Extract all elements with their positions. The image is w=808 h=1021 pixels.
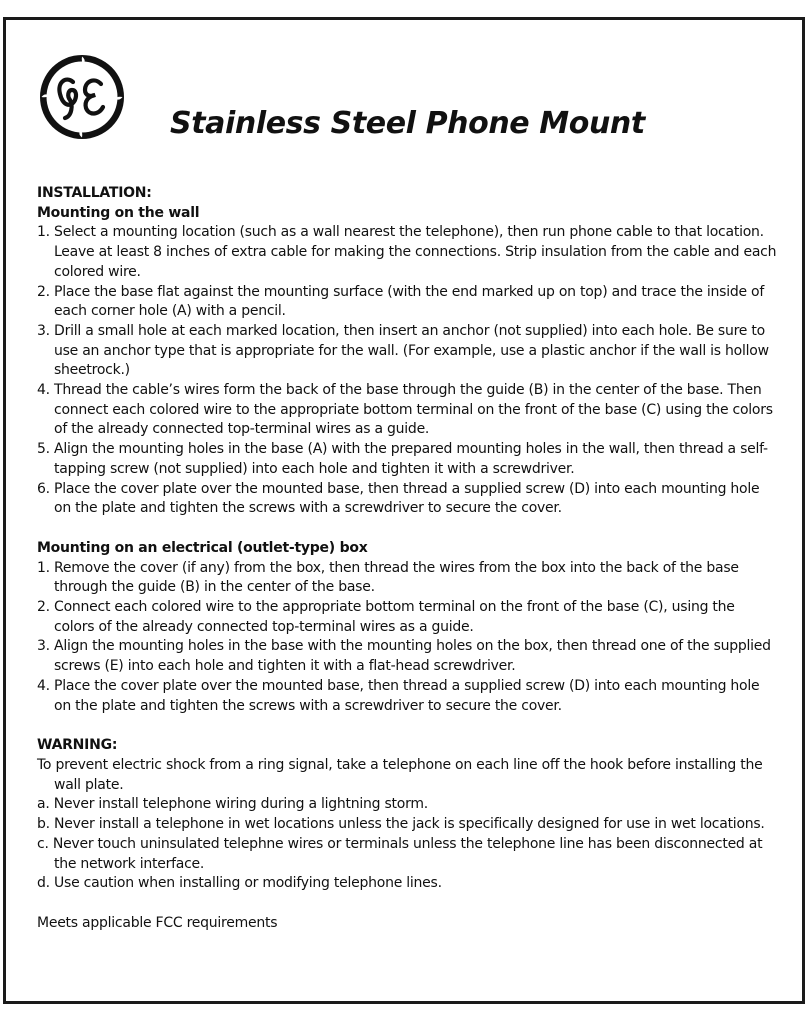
box-mount-heading: Mounting on an electrical (outlet-type) box [37, 539, 368, 556]
list-item: d. Use caution when installing or modifying telephone lines. [37, 875, 442, 892]
list-item: 3. Align the mounting holes in the base with the mounting holes on the box, then thread one of the supplied screws (E) into each hole and tighten it with a flat-head screwdriver. [37, 638, 771, 675]
fcc-compliance-note: Meets applicable FCC requirements [37, 914, 278, 931]
page-title: Stainless Steel Phone Mount [170, 106, 645, 141]
instructions-body [37, 184, 779, 934]
list-item: 6. Place the cover plate over the mounted base, then thread a supplied screw (D) into each mounting hole on the plate and tighten the screws with a screwdriver to secure the cover. [37, 480, 760, 517]
list-item: 1. Select a mounting location (such as a wall nearest the telephone), then run phone cable to that location. Leave at least 8 inches of extra cable for making the connections. Strip insulation from the cable and each colored wire. [37, 224, 777, 280]
list-item: 3. Drill a small hole at each marked location, then insert an anchor (not supplied) into each hole. Be sure to use an anchor type that is appropriate for the wall. (For example, use a plastic anchor if the wall is hollow sheetrock.) [37, 322, 769, 379]
list-item: b. Never install a telephone in wet locations unless the jack is specifically designed for use in wet locations. [37, 816, 765, 833]
wall-mount-steps [37, 223, 779, 519]
list-item: c. Never touch uninsulated telephne wires or terminals unless the telephone line has been disconnected at the network interface. [37, 835, 763, 872]
ge-logo-icon [39, 54, 125, 140]
list-item: a. Never install telephone wiring during a lightning storm. [37, 796, 428, 813]
installation-heading: INSTALLATION: [37, 185, 152, 201]
list-item: 5. Align the mounting holes in the base (A) with the prepared mounting holes in the wall, then thread a self-tapping screw (not supplied) into each hole and tighten it with a screwdriver. [37, 441, 768, 477]
warning-intro: To prevent electric shock from a ring signal, take a telephone on each line off the hook before installing the wall plate. [37, 756, 763, 793]
list-item: 4. Thread the cable’s wires form the back of the base through the guide (B) in the center of the base. Then connect each colored wire to the appropriate bottom terminal on the front of the base (C) using the colors of the already connected top-terminal wires as a guide. [37, 382, 773, 438]
box-mount-steps [37, 559, 779, 717]
warning-heading: WARNING: [37, 737, 118, 754]
list-item: 4. Place the cover plate over the mounted base, then thread a supplied screw (D) into each mounting hole on the plate and tighten the screws with a screwdriver to secure the cover. [37, 677, 760, 714]
list-item: 1. Remove the cover (if any) from the box, then thread the wires from the box into the back of the base through the guide (B) in the center of the base. [37, 559, 739, 596]
list-item: 2. Connect each colored wire to the appropriate bottom terminal on the front of the base (C), using the colors of the already connected top-terminal wires as a guide. [37, 599, 735, 635]
warning-items [37, 795, 779, 894]
wall-mount-heading: Mounting on the wall [37, 204, 200, 221]
list-item: 2. Place the base flat against the mounting surface (with the end marked up on top) and trace the inside of each corner hole (A) with a pencil. [37, 283, 765, 320]
